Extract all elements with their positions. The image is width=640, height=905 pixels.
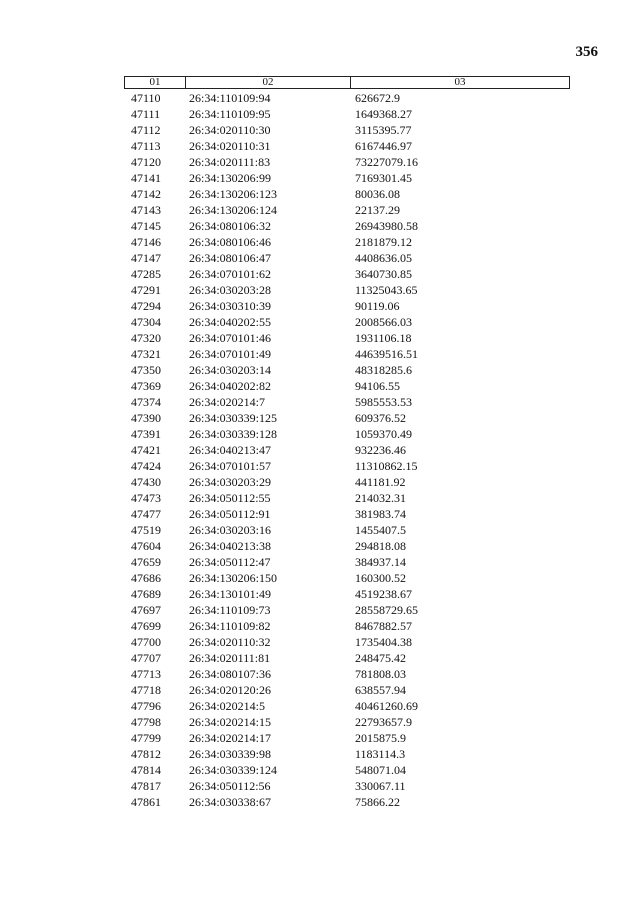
- row-id-cell: 47477: [131, 507, 161, 521]
- row-id-cell: 47707: [131, 651, 161, 665]
- value-cell: 2008566.03: [355, 315, 412, 329]
- cadastral-number-cell: 26:34:030339:125: [189, 411, 278, 425]
- value-cell: 638557.94: [355, 683, 406, 697]
- value-cell: 381983.74: [355, 507, 406, 521]
- table-row: [124, 378, 570, 394]
- cadastral-number-cell: 26:34:020214:15: [189, 715, 272, 729]
- table-row: [124, 218, 570, 234]
- row-id-cell: 47700: [131, 635, 161, 649]
- table-row: [124, 666, 570, 682]
- row-id-cell: 47320: [131, 331, 161, 345]
- row-id-cell: 47817: [131, 779, 161, 793]
- row-id-cell: 47718: [131, 683, 161, 697]
- table-row: [124, 794, 570, 810]
- value-cell: 330067.11: [355, 779, 406, 793]
- row-id-cell: 47112: [131, 123, 161, 137]
- row-id-cell: 47143: [131, 203, 161, 217]
- value-cell: 294818.08: [355, 539, 406, 553]
- table-row: [124, 698, 570, 714]
- value-cell: 248475.42: [355, 651, 406, 665]
- row-id-cell: 47350: [131, 363, 161, 377]
- table-row: [124, 362, 570, 378]
- table-row: [124, 234, 570, 250]
- row-id-cell: 47391: [131, 427, 161, 441]
- cadastral-number-cell: 26:34:050112:55: [189, 491, 271, 505]
- value-cell: 22793657.9: [355, 715, 412, 729]
- cadastral-number-cell: 26:34:030203:16: [189, 523, 272, 537]
- row-id-cell: 47111: [131, 107, 161, 121]
- row-id-cell: 47604: [131, 539, 161, 553]
- row-id-cell: 47142: [131, 187, 161, 201]
- cadastral-number-cell: 26:34:130206:123: [189, 187, 278, 201]
- value-cell: 73227079.16: [355, 155, 418, 169]
- row-id-cell: 47814: [131, 763, 161, 777]
- cadastral-number-cell: 26:34:020111:83: [189, 155, 271, 169]
- value-cell: 7169301.45: [355, 171, 412, 185]
- table-row: [124, 266, 570, 282]
- cadastral-number-cell: 26:34:050112:47: [189, 555, 271, 569]
- cadastral-number-cell: 26:34:040202:82: [189, 379, 272, 393]
- value-cell: 80036.08: [355, 187, 400, 201]
- value-cell: 6167446.97: [355, 139, 412, 153]
- cadastral-number-cell: 26:34:110109:94: [189, 91, 271, 105]
- cadastral-number-cell: 26:34:070101:49: [189, 347, 272, 361]
- row-id-cell: 47390: [131, 411, 161, 425]
- cadastral-number-cell: 26:34:020120:26: [189, 683, 272, 697]
- row-id-cell: 47473: [131, 491, 161, 505]
- cadastral-number-cell: 26:34:050112:56: [189, 779, 271, 793]
- row-id-cell: 47697: [131, 603, 161, 617]
- row-id-cell: 47321: [131, 347, 161, 361]
- value-cell: 90119.06: [355, 299, 400, 313]
- cadastral-number-cell: 26:34:020214:5: [189, 699, 266, 713]
- value-cell: 609376.52: [355, 411, 406, 425]
- value-cell: 626672.9: [355, 91, 400, 105]
- table-row: [124, 330, 570, 346]
- cadastral-number-cell: 26:34:130206:99: [189, 171, 272, 185]
- value-cell: 11325043.65: [355, 283, 418, 297]
- cadastral-number-cell: 26:34:020214:17: [189, 731, 272, 745]
- value-cell: 26943980.58: [355, 219, 418, 233]
- row-id-cell: 47147: [131, 251, 161, 265]
- cadastral-number-cell: 26:34:130206:124: [189, 203, 278, 217]
- table-row: [124, 410, 570, 426]
- row-id-cell: 47689: [131, 587, 161, 601]
- cadastral-number-cell: 26:34:030338:67: [189, 795, 272, 809]
- table-row: [124, 394, 570, 410]
- table-row: [124, 346, 570, 362]
- row-id-cell: 47861: [131, 795, 161, 809]
- table-row: [124, 154, 570, 170]
- row-id-cell: 47421: [131, 443, 161, 457]
- cadastral-number-cell: 26:34:080107:36: [189, 667, 272, 681]
- table-row: [124, 746, 570, 762]
- table-row: [124, 298, 570, 314]
- row-id-cell: 47699: [131, 619, 161, 633]
- table-body: [124, 90, 570, 810]
- cadastral-number-cell: 26:34:110109:73: [189, 603, 271, 617]
- value-cell: 3115395.77: [355, 123, 412, 137]
- cadastral-number-cell: 26:34:080106:32: [189, 219, 272, 233]
- value-cell: 44639516.51: [355, 347, 418, 361]
- cadastral-number-cell: 26:34:030339:124: [189, 763, 278, 777]
- table-row: [124, 602, 570, 618]
- value-cell: 22137.29: [355, 203, 400, 217]
- data-table: [124, 76, 570, 810]
- table-row: [124, 106, 570, 122]
- value-cell: 94106.55: [355, 379, 400, 393]
- table-row: [124, 506, 570, 522]
- cadastral-number-cell: 26:34:030310:39: [189, 299, 272, 313]
- table-row: [124, 474, 570, 490]
- value-cell: 441181.92: [355, 475, 406, 489]
- row-id-cell: 47294: [131, 299, 161, 313]
- table-row: [124, 186, 570, 202]
- cadastral-number-cell: 26:34:020110:30: [189, 123, 271, 137]
- value-cell: 1455407.5: [355, 523, 406, 537]
- cadastral-number-cell: 26:34:030203:28: [189, 283, 272, 297]
- table-row: [124, 762, 570, 778]
- row-id-cell: 47369: [131, 379, 161, 393]
- row-id-cell: 47430: [131, 475, 161, 489]
- value-cell: 932236.46: [355, 443, 406, 457]
- cadastral-number-cell: 26:34:020214:7: [189, 395, 266, 409]
- value-cell: 3640730.85: [355, 267, 412, 281]
- cadastral-number-cell: 26:34:070101:62: [189, 267, 272, 281]
- cadastral-number-cell: 26:34:040213:47: [189, 443, 272, 457]
- value-cell: 214032.31: [355, 491, 406, 505]
- table-row: [124, 522, 570, 538]
- table-row: [124, 570, 570, 586]
- row-id-cell: 47519: [131, 523, 161, 537]
- table-row: [124, 458, 570, 474]
- value-cell: 48318285.6: [355, 363, 412, 377]
- row-id-cell: 47713: [131, 667, 161, 681]
- cadastral-number-cell: 26:34:070101:57: [189, 459, 272, 473]
- value-cell: 2181879.12: [355, 235, 412, 249]
- table-row: [124, 618, 570, 634]
- table-header: [124, 76, 570, 89]
- row-id-cell: 47659: [131, 555, 161, 569]
- row-id-cell: 47686: [131, 571, 161, 585]
- cadastral-number-cell: 26:34:030203:29: [189, 475, 272, 489]
- value-cell: 781808.03: [355, 667, 406, 681]
- cadastral-number-cell: 26:34:110109:82: [189, 619, 271, 633]
- row-id-cell: 47110: [131, 91, 161, 105]
- cadastral-number-cell: 26:34:030339:98: [189, 747, 272, 761]
- table-row: [124, 490, 570, 506]
- row-id-cell: 47120: [131, 155, 161, 169]
- header-cell-02: 02: [186, 77, 351, 88]
- cadastral-number-cell: 26:34:020111:81: [189, 651, 271, 665]
- cadastral-number-cell: 26:34:020110:31: [189, 139, 271, 153]
- cadastral-number-cell: 26:34:080106:47: [189, 251, 272, 265]
- row-id-cell: 47796: [131, 699, 161, 713]
- table-row: [124, 650, 570, 666]
- table-row: [124, 730, 570, 746]
- table-row: [124, 202, 570, 218]
- value-cell: 5985553.53: [355, 395, 412, 409]
- row-id-cell: 47812: [131, 747, 161, 761]
- value-cell: 384937.14: [355, 555, 406, 569]
- cadastral-number-cell: 26:34:020110:32: [189, 635, 271, 649]
- cadastral-number-cell: 26:34:130101:49: [189, 587, 272, 601]
- page-number: 356: [575, 44, 598, 60]
- row-id-cell: 47113: [131, 139, 161, 153]
- cadastral-number-cell: 26:34:110109:95: [189, 107, 271, 121]
- table-row: [124, 442, 570, 458]
- row-id-cell: 47145: [131, 219, 161, 233]
- value-cell: 1735404.38: [355, 635, 412, 649]
- table-row: [124, 586, 570, 602]
- value-cell: 28558729.65: [355, 603, 418, 617]
- value-cell: 75866.22: [355, 795, 400, 809]
- value-cell: 1183114.3: [355, 747, 406, 761]
- header-cell-03: 03: [454, 76, 466, 88]
- row-id-cell: 47141: [131, 171, 161, 185]
- cadastral-number-cell: 26:34:040213:38: [189, 539, 272, 553]
- value-cell: 8467882.57: [355, 619, 412, 633]
- table-row: [124, 282, 570, 298]
- value-cell: 40461260.69: [355, 699, 418, 713]
- cadastral-number-cell: 26:34:080106:46: [189, 235, 272, 249]
- header-cell-01: 01: [125, 77, 186, 88]
- table-row: [124, 778, 570, 794]
- value-cell: 2015875.9: [355, 731, 406, 745]
- table-row: [124, 682, 570, 698]
- table-row: [124, 250, 570, 266]
- table-row: [124, 138, 570, 154]
- table-row: [124, 714, 570, 730]
- value-cell: 160300.52: [355, 571, 406, 585]
- row-id-cell: 47424: [131, 459, 161, 473]
- table-row: [124, 634, 570, 650]
- row-id-cell: 47304: [131, 315, 161, 329]
- value-cell: 11310862.15: [355, 459, 418, 473]
- value-cell: 1059370.49: [355, 427, 412, 441]
- cadastral-number-cell: 26:34:070101:46: [189, 331, 272, 345]
- row-id-cell: 47374: [131, 395, 161, 409]
- value-cell: 548071.04: [355, 763, 406, 777]
- table-row: [124, 426, 570, 442]
- table-row: [124, 170, 570, 186]
- value-cell: 4519238.67: [355, 587, 412, 601]
- value-cell: 1649368.27: [355, 107, 412, 121]
- value-cell: 4408636.05: [355, 251, 412, 265]
- cadastral-number-cell: 26:34:130206:150: [189, 571, 278, 585]
- table-row: [124, 314, 570, 330]
- table-row: [124, 122, 570, 138]
- row-id-cell: 47285: [131, 267, 161, 281]
- row-id-cell: 47798: [131, 715, 161, 729]
- table-row: [124, 538, 570, 554]
- cadastral-number-cell: 26:34:030203:14: [189, 363, 272, 377]
- row-id-cell: 47799: [131, 731, 161, 745]
- value-cell: 1931106.18: [355, 331, 412, 345]
- cadastral-number-cell: 26:34:040202:55: [189, 315, 272, 329]
- cadastral-number-cell: 26:34:030339:128: [189, 427, 278, 441]
- table-row: [124, 90, 570, 106]
- row-id-cell: 47146: [131, 235, 161, 249]
- row-id-cell: 47291: [131, 283, 161, 297]
- cadastral-number-cell: 26:34:050112:91: [189, 507, 271, 521]
- table-row: [124, 554, 570, 570]
